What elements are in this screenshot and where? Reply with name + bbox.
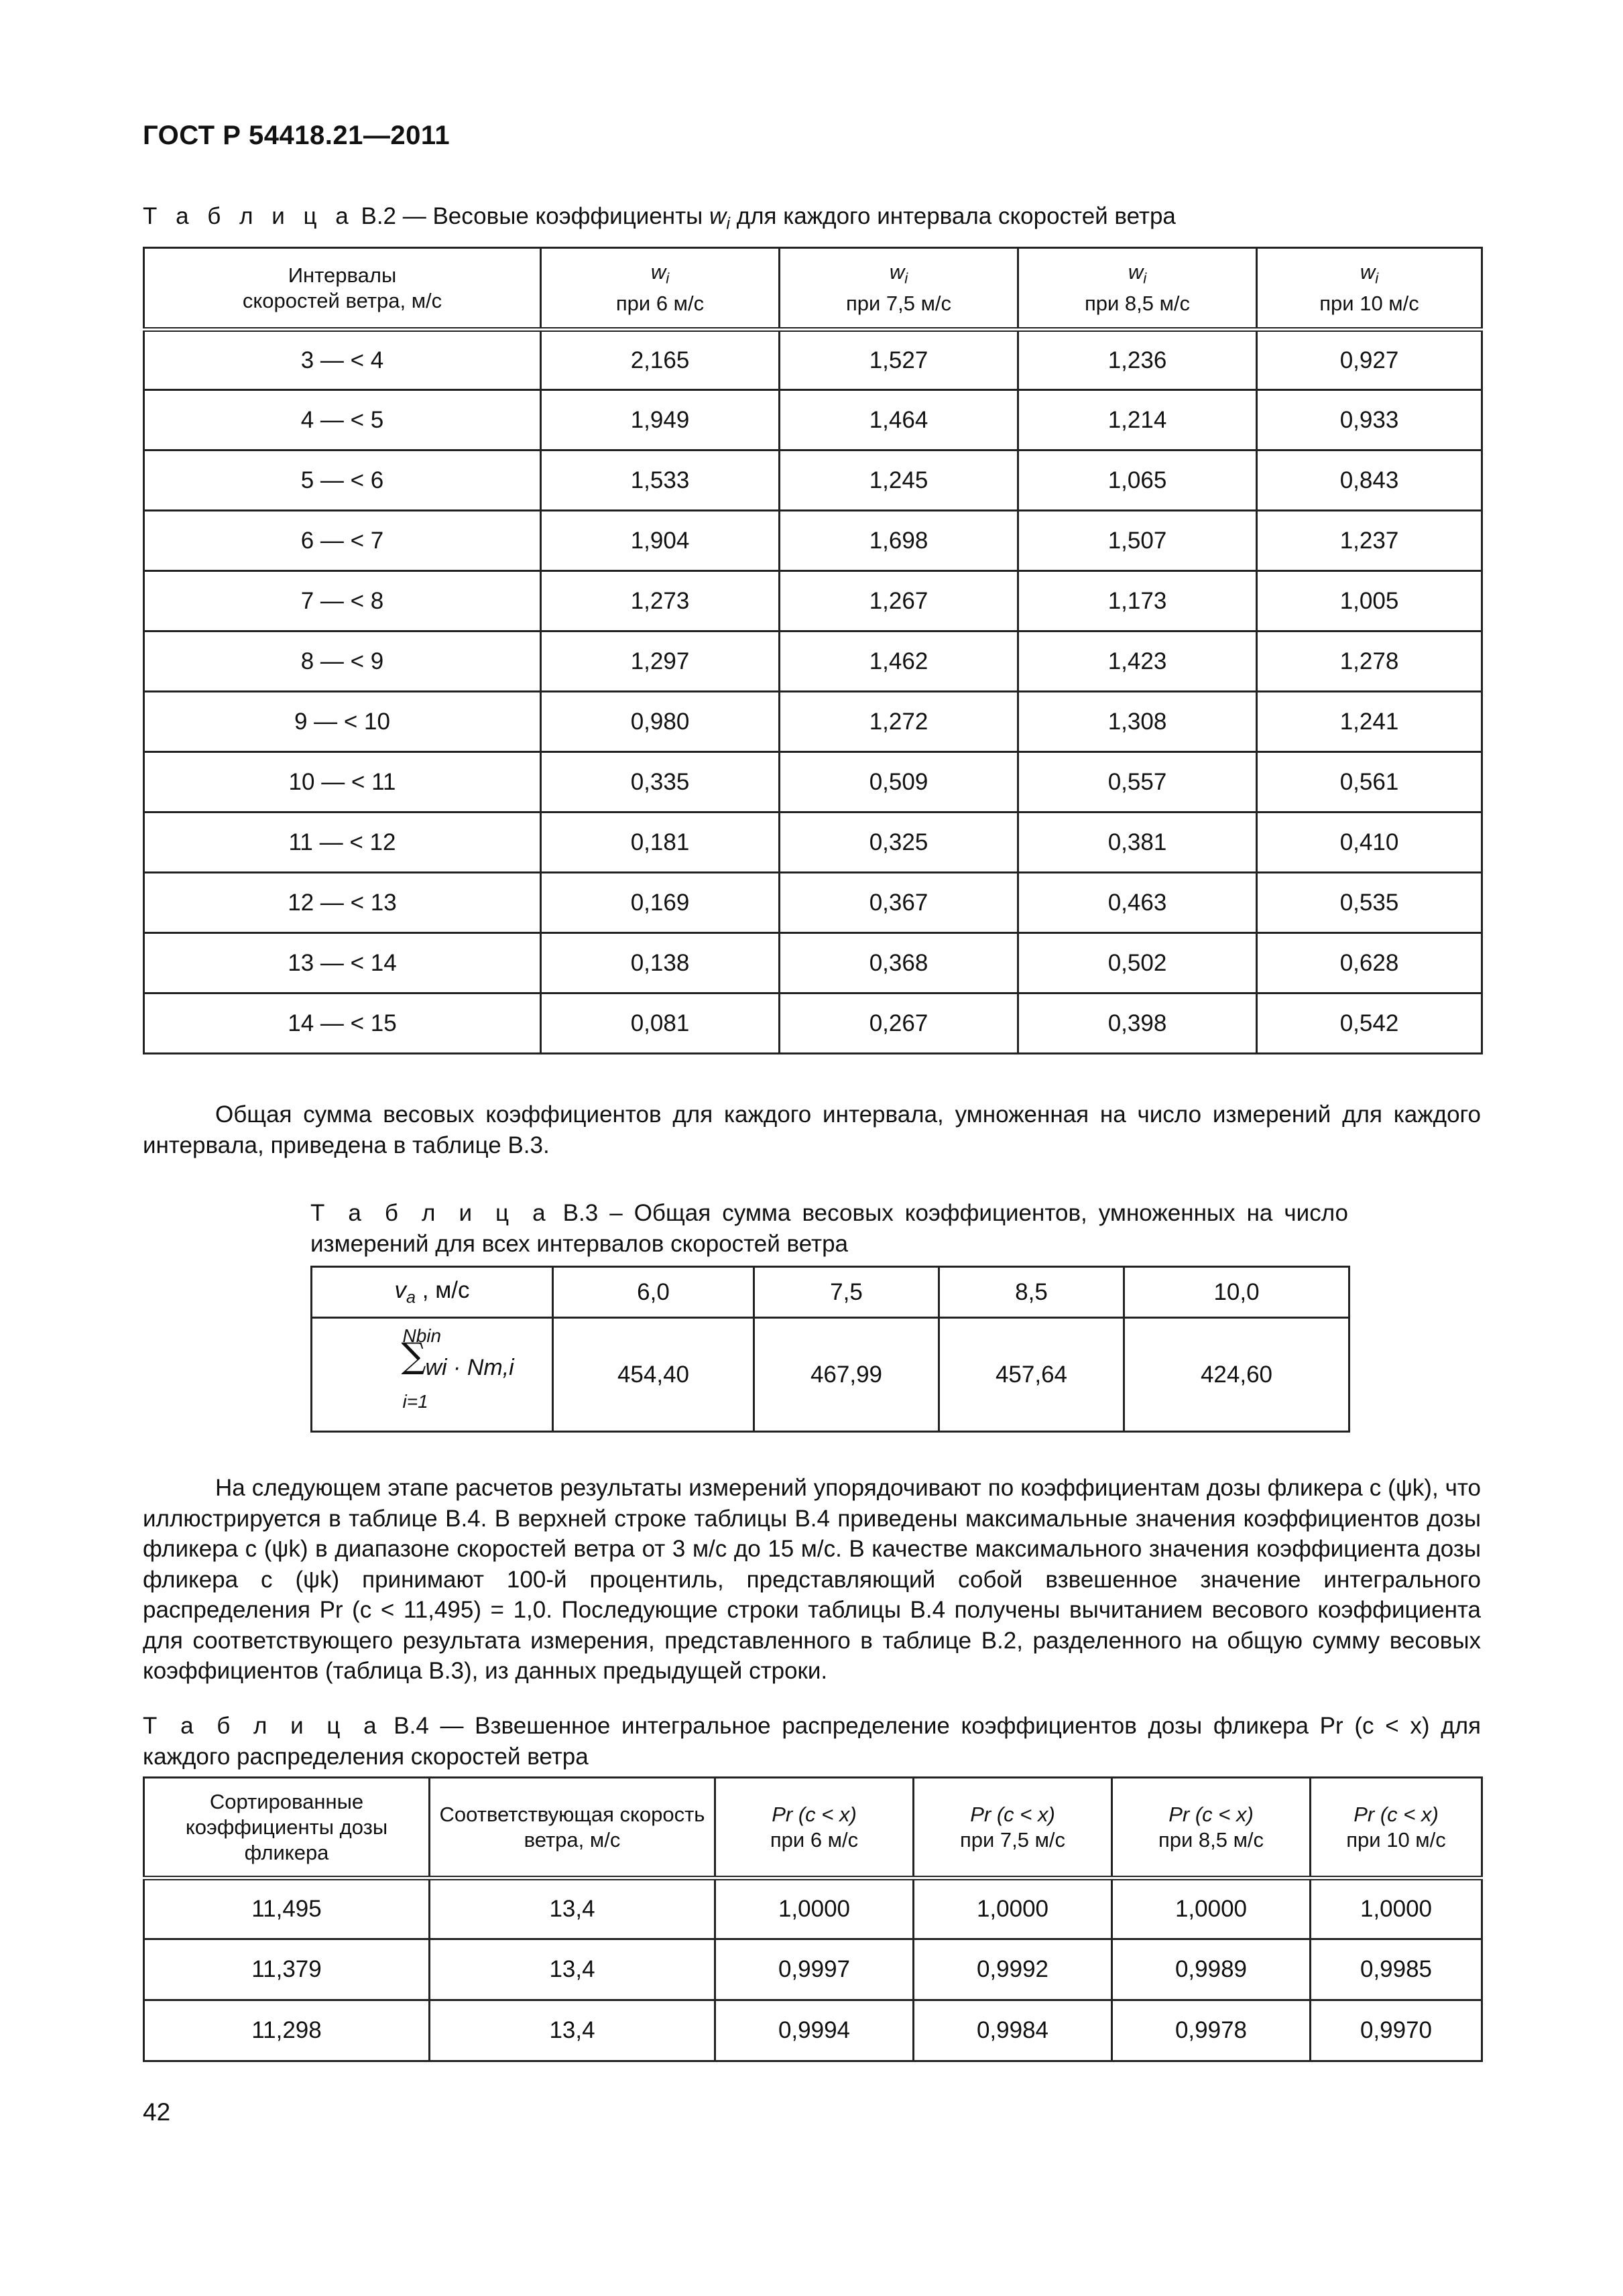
table-cell: 8 — < 9 — [144, 631, 541, 692]
table-b4-caption-text: В.4 — Взвешенное интегральное распределение коэффициентов дозы фликера Pr (c < x) для каждого распределения скоростей ветра — [143, 1713, 1481, 1770]
table-cell: 1,272 — [780, 692, 1018, 752]
table-cell: 0,9994 — [715, 2000, 914, 2061]
table-cell: 2,165 — [541, 330, 780, 390]
table-b4-header-pr-2 — [914, 1778, 1112, 1878]
table-b3 — [310, 1266, 1350, 1433]
speed-label: при 10 м/с — [1319, 292, 1419, 316]
table-cell: 7 — < 8 — [144, 571, 541, 631]
table-cell: 0,9997 — [715, 1939, 914, 2000]
table-cell: 10 — < 11 — [144, 752, 541, 812]
va-symbol: v — [394, 1276, 406, 1303]
w-sub: i — [904, 269, 908, 287]
table-cell: 1,464 — [780, 390, 1018, 450]
speed-label: при 8,5 м/с — [1084, 292, 1191, 316]
table-b2-header-speed-1 — [541, 248, 780, 330]
table-cell: 1,245 — [780, 450, 1018, 511]
interval-header-line2: скоростей ветра, м/с — [242, 288, 442, 312]
pr-label: Pr (c < x) — [772, 1802, 857, 1826]
table-cell: 4 — < 5 — [144, 390, 541, 450]
table-b3-caption — [310, 1198, 1348, 1260]
w-symbol: w — [889, 259, 905, 284]
table-cell: 0,927 — [1257, 330, 1482, 390]
table-b3-speed-row — [312, 1267, 1349, 1318]
table-cell: 1,278 — [1257, 631, 1482, 692]
table-cell: 1,527 — [780, 330, 1018, 390]
speed-label: при 10 м/с — [1346, 1827, 1446, 1852]
table-row — [144, 752, 1482, 812]
table-cell: 14 — < 15 — [144, 993, 541, 1054]
table-b2-caption-sub: i — [726, 214, 730, 233]
va-value: 8,5 — [939, 1267, 1124, 1318]
w-sub: i — [1143, 269, 1147, 287]
table-b4-header-pr-3 — [1112, 1778, 1311, 1878]
table-b3-caption-label: Т а б л и ц а — [310, 1200, 552, 1226]
table-cell: 0,933 — [1257, 390, 1482, 450]
table-cell: 1,423 — [1018, 631, 1257, 692]
table-cell: 1,173 — [1018, 571, 1257, 631]
table-cell: 0,181 — [541, 812, 780, 873]
table-cell: 0,557 — [1018, 752, 1257, 812]
table-cell: 1,005 — [1257, 571, 1482, 631]
table-cell: 11,379 — [144, 1939, 430, 2000]
table-cell: 0,9978 — [1112, 2000, 1311, 2061]
sigma-symbol: ∑ — [401, 1336, 426, 1376]
table-b4-header-pr-1 — [715, 1778, 914, 1878]
table-cell: 1,533 — [541, 450, 780, 511]
table-cell: 9 — < 10 — [144, 692, 541, 752]
table-b4-caption-label: Т а б л и ц а — [143, 1713, 383, 1739]
table-row — [144, 812, 1482, 873]
sum-expression: wi · Nm,i — [425, 1355, 514, 1380]
table-b2-header-interval — [144, 248, 541, 330]
table-cell: 0,398 — [1018, 993, 1257, 1054]
table-b4-body — [144, 1878, 1482, 2061]
pr-label: Pr (c < x) — [1354, 1802, 1439, 1826]
table-cell: 1,949 — [541, 390, 780, 450]
table-row — [144, 450, 1482, 511]
paragraph-2 — [143, 1473, 1481, 1687]
table-b2-caption — [143, 201, 1176, 239]
table-cell: 6 — < 7 — [144, 511, 541, 571]
table-cell: 11 — < 12 — [144, 812, 541, 873]
w-symbol: w — [1360, 259, 1376, 284]
table-cell: 1,065 — [1018, 450, 1257, 511]
table-row — [144, 631, 1482, 692]
speed-label: при 7,5 м/с — [845, 292, 952, 316]
table-b4-header-wind-speed: Соответствующая скорость ветра, м/с — [430, 1778, 715, 1878]
table-cell: 1,237 — [1257, 511, 1482, 571]
paragraph-2-text: На следующем этапе расчетов результаты измерений упорядочивают по коэффициентам дозы фликера c (ψk), что иллюстрируется в таблице В.4. В верхней строке таблицы В.4 приведены максимальные значения коэффициентов дозы фликера c (ψk) в диапазоне скоростей ветра от 3 м/с до 15 м/с. В качестве максимального значения коэффициента дозы фликера c (ψk) принимают 100-й процентиль, представляющий собой взвешенное значение интегрального распределения Pr (c < 11,495) = 1,0. Последующие строки таблицы В.4 получены вычитанием весового коэффициента для соответствующего результата измерения, представленного в таблице В.2, разделенного на общую сумму весовых коэффициентов (таблица В.3), из данных предыдущей строки. — [143, 1475, 1481, 1684]
interval-header-line1: Интервалы — [288, 263, 397, 287]
table-cell: 1,698 — [780, 511, 1018, 571]
table-cell: 0,081 — [541, 993, 780, 1054]
table-cell: 0,335 — [541, 752, 780, 812]
table-b3-sum-row — [312, 1318, 1349, 1432]
table-cell: 0,9992 — [914, 1939, 1112, 2000]
table-cell: 0,542 — [1257, 993, 1482, 1054]
table-row — [144, 1878, 1482, 1939]
table-cell: 0,509 — [780, 752, 1018, 812]
pr-label: Pr (c < x) — [970, 1802, 1055, 1826]
table-cell: 1,0000 — [1311, 1878, 1482, 1939]
table-b4-header-coefficients: Сортированные коэффициенты дозы фликера — [144, 1778, 430, 1878]
va-value: 6,0 — [553, 1267, 754, 1318]
table-cell: 3 — < 4 — [144, 330, 541, 390]
table-cell: 1,904 — [541, 511, 780, 571]
table-b3-caption-text: В.3 – Общая сумма весовых коэффициентов, умноженных на число измерений для всех интервалов скоростей ветра — [310, 1200, 1348, 1257]
table-cell: 0,561 — [1257, 752, 1482, 812]
table-cell: 0,368 — [780, 933, 1018, 993]
sum-formula-cell — [312, 1318, 553, 1432]
table-cell: 13 — < 14 — [144, 933, 541, 993]
w-sub: i — [1375, 269, 1379, 287]
sum-value: 454,40 — [553, 1318, 754, 1432]
table-b2-caption-symbol: w — [709, 203, 727, 229]
table-cell: 0,138 — [541, 933, 780, 993]
table-cell: 0,367 — [780, 873, 1018, 933]
table-cell: 0,463 — [1018, 873, 1257, 933]
w-symbol: w — [1128, 259, 1144, 284]
va-label-cell — [312, 1267, 553, 1318]
document-header: ГОСТ Р 54418.21—2011 — [143, 121, 450, 150]
table-cell: 0,628 — [1257, 933, 1482, 993]
table-b4-header-pr-4 — [1311, 1778, 1482, 1878]
speed-label: при 8,5 м/с — [1158, 1827, 1264, 1852]
table-b4-caption — [143, 1711, 1481, 1772]
table-cell: 13,4 — [430, 1939, 715, 2000]
table-b2-header-speed-2 — [780, 248, 1018, 330]
w-sub: i — [666, 269, 670, 287]
va-value: 7,5 — [754, 1267, 939, 1318]
table-row — [144, 933, 1482, 993]
table-row — [144, 2000, 1482, 2061]
sum-value: 457,64 — [939, 1318, 1124, 1432]
sum-lower-limit: i=1 — [402, 1391, 428, 1412]
va-sub: a — [406, 1288, 416, 1307]
table-b4 — [143, 1776, 1483, 2062]
table-cell: 1,267 — [780, 571, 1018, 631]
sum-upper-limit: Nbin — [402, 1325, 442, 1346]
table-cell: 0,169 — [541, 873, 780, 933]
table-b2-caption-label: Т а б л и ц а — [143, 203, 355, 229]
table-cell: 0,9989 — [1112, 1939, 1311, 2000]
va-value: 10,0 — [1124, 1267, 1349, 1318]
table-cell: 1,507 — [1018, 511, 1257, 571]
table-cell: 0,267 — [780, 993, 1018, 1054]
table-cell: 1,308 — [1018, 692, 1257, 752]
table-row — [144, 330, 1482, 390]
table-cell: 0,381 — [1018, 812, 1257, 873]
table-cell: 1,273 — [541, 571, 780, 631]
table-cell: 1,0000 — [715, 1878, 914, 1939]
table-cell: 5 — < 6 — [144, 450, 541, 511]
sum-value: 467,99 — [754, 1318, 939, 1432]
table-cell: 1,462 — [780, 631, 1018, 692]
page-number: 42 — [143, 2098, 171, 2126]
table-cell: 0,535 — [1257, 873, 1482, 933]
table-cell: 0,502 — [1018, 933, 1257, 993]
table-row — [144, 571, 1482, 631]
table-cell: 11,298 — [144, 2000, 430, 2061]
table-cell: 1,241 — [1257, 692, 1482, 752]
table-cell: 13,4 — [430, 2000, 715, 2061]
speed-label: при 6 м/с — [770, 1827, 859, 1852]
table-b2-caption-num: В.2 — Весовые коэффициенты — [361, 203, 703, 229]
paragraph-1 — [143, 1099, 1481, 1160]
table-cell: 0,410 — [1257, 812, 1482, 873]
w-symbol: w — [650, 259, 666, 284]
speed-label: при 6 м/с — [615, 292, 705, 316]
table-cell: 1,297 — [541, 631, 780, 692]
table-cell: 0,325 — [780, 812, 1018, 873]
table-cell: 1,236 — [1018, 330, 1257, 390]
table-cell: 1,214 — [1018, 390, 1257, 450]
table-row — [144, 873, 1482, 933]
table-b2-caption-rest: для каждого интервала скоростей ветра — [736, 203, 1176, 229]
table-row — [144, 390, 1482, 450]
table-cell: 0,9970 — [1311, 2000, 1482, 2061]
table-b2 — [143, 247, 1483, 1054]
va-unit: , м/с — [416, 1276, 470, 1303]
table-cell: 1,0000 — [914, 1878, 1112, 1939]
table-cell: 0,9984 — [914, 2000, 1112, 2061]
table-cell: 11,495 — [144, 1878, 430, 1939]
paragraph-1-text: Общая сумма весовых коэффициентов для каждого интервала, умноженная на число измерений для каждого интервала, приведена в таблице В.3. — [143, 1101, 1481, 1158]
table-b2-header-speed-4 — [1257, 248, 1482, 330]
table-b2-header-speed-3 — [1018, 248, 1257, 330]
sum-formula — [352, 1321, 513, 1422]
table-cell: 0,9985 — [1311, 1939, 1482, 2000]
speed-label: при 7,5 м/с — [959, 1827, 1066, 1852]
table-cell: 12 — < 13 — [144, 873, 541, 933]
table-row — [144, 993, 1482, 1054]
table-row — [144, 692, 1482, 752]
table-row — [144, 1939, 1482, 2000]
table-cell: 0,843 — [1257, 450, 1482, 511]
table-b2-body — [144, 330, 1482, 1054]
table-cell: 0,980 — [541, 692, 780, 752]
sum-value: 424,60 — [1124, 1318, 1349, 1432]
pr-label: Pr (c < x) — [1168, 1802, 1254, 1826]
table-cell: 13,4 — [430, 1878, 715, 1939]
table-row — [144, 511, 1482, 571]
table-cell: 1,0000 — [1112, 1878, 1311, 1939]
